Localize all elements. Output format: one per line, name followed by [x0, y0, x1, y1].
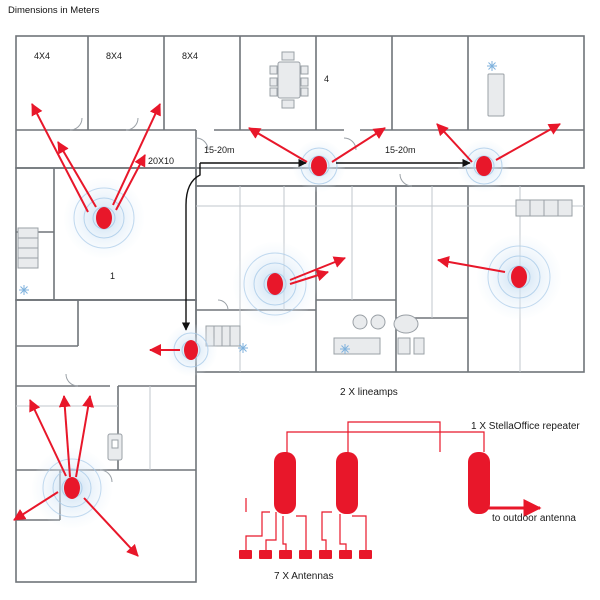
legend-repeater-label: 1 X StellaOffice repeater — [471, 421, 580, 432]
lineamp-1 — [274, 452, 296, 514]
legend-lineamps-label: 2 X lineamps — [340, 387, 398, 398]
stellaoffice-repeater — [468, 452, 490, 514]
room-label-8x4-b: 8X4 — [182, 51, 199, 61]
antenna-row — [239, 550, 372, 559]
distance-label-left: 15-20m — [204, 145, 235, 155]
legend-antennas-label: 7 X Antennas — [274, 571, 334, 582]
room-label-20x10: 20X10 — [148, 156, 175, 166]
room-label-1: 1 — [110, 271, 116, 281]
room-label-8x4-a: 8X4 — [106, 51, 123, 61]
distance-label-right: 15-20m — [385, 145, 416, 155]
legend-outdoor-label: to outdoor antenna — [492, 513, 576, 524]
room-label-4: 4 — [324, 74, 330, 84]
room-label-4x4: 4X4 — [34, 51, 51, 61]
devices — [274, 452, 490, 514]
page-title: Dimensions in Meters — [8, 5, 100, 16]
lineamp-2 — [336, 452, 358, 514]
